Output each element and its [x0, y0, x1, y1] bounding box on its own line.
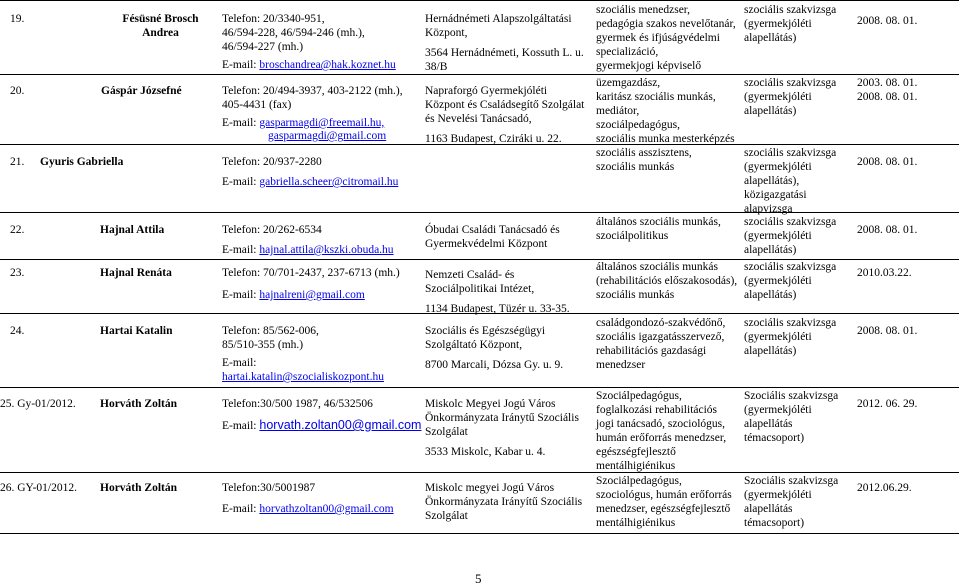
- row-number: 20.: [10, 85, 25, 97]
- email-label: E-mail:: [222, 357, 257, 369]
- qualifications: családgondozó-szakvédőnő, szociális igazgatásszervező, rehabilitációs gazdasági menedzser: [596, 317, 726, 371]
- organization: Miskolc megyei Jogú Város Önkormányzata Irányítű Szociális Szolgálat: [425, 482, 583, 522]
- email: E-mail: gasparmagdi@freemail.hu,: [222, 117, 385, 129]
- person-name: Horváth Zoltán: [100, 398, 177, 410]
- row-divider: [0, 74, 959, 75]
- organization: Hernádnémeti Alapszolgáltatási Központ, 3564 Hernádnémeti, Kossuth L. u. 38/B: [425, 13, 584, 73]
- person-name: Gyuris Gabriella: [40, 156, 124, 168]
- phone: Telefon: 20/3340-951, 46/594-228, 46/594-246 (mh.), 46/594-227 (mh.): [222, 13, 365, 53]
- row-divider: [0, 0, 959, 1]
- email-link[interactable]: gasparmagdi@freemail.hu,: [259, 117, 385, 129]
- qualifications: általános szociális munkás (rehabilitációs előszakosodás), szociális munkás: [596, 261, 738, 301]
- email-link[interactable]: hajnalreni@gmail.com: [259, 289, 365, 301]
- person-name: Hartai Katalin: [100, 325, 173, 337]
- phone: Telefon: 20/262-6534: [222, 224, 322, 236]
- row-divider: [0, 472, 959, 473]
- email: E-mail: horvathzoltan00@gmail.com: [222, 503, 394, 515]
- email-link[interactable]: gasparmagdi@gmail.com: [268, 130, 387, 142]
- date: 2008. 08. 01.: [857, 15, 918, 27]
- date: 2008. 08. 01.: [857, 325, 918, 337]
- row-divider: [0, 533, 959, 534]
- qualifications: szociális menedzser, pedagógia szakos nevelőtanár, gyermek és ifjúságvédelmi specializáció, gyermekjogi képviselő: [596, 4, 736, 72]
- row-number: 23.: [10, 267, 25, 279]
- organization: Óbudai Családi Tanácsadó és Gyermekvédelmi Központ: [425, 224, 560, 250]
- organization: Napraforgó Gyermekjóléti Központ és Családsegítő Szolgálat és Nevelési Tanácsadó, 1163 Budapest, Cziráki u. 22.: [425, 85, 585, 145]
- page-number: 5: [475, 571, 482, 586]
- row-number: 26. GY-01/2012.: [0, 482, 77, 494]
- date: 2010.03.22.: [857, 267, 912, 279]
- email: E-mail: hajnalreni@gmail.com: [222, 289, 365, 301]
- date: 2003. 08. 01. 2008. 08. 01.: [857, 77, 918, 103]
- email: E-mail: horvath.zoltan00@gmail.com: [222, 418, 422, 432]
- row-number: 24.: [10, 325, 25, 337]
- email: E-mail: gabriella.scheer@citromail.hu: [222, 176, 399, 188]
- qualifications: üzemgazdász, karitász szociális munkás, mediátor, szociálpedagógus, szociális munka mesterképzés: [596, 77, 735, 145]
- row-number: 25. Gy-01/2012.: [0, 398, 76, 410]
- email: E-mail: hajnal.attila@kszki.obuda.hu: [222, 244, 394, 256]
- email-link[interactable]: horvathzoltan00@gmail.com: [259, 503, 394, 515]
- date: 2008. 08. 01.: [857, 224, 918, 236]
- organization: Miskolc Megyei Jogú Város Önkormányzata Iránytű Szociális Szolgálat 3533 Miskolc, Kabar u. 4.: [425, 398, 579, 458]
- exam: szociális szakvizsga (gyermekjóléti alapellátás): [744, 261, 837, 301]
- exam: szociális szakvizsga (gyermekjóléti alapellátás), közigazgatási alapvizsga: [744, 147, 837, 215]
- date: 2012.06.29.: [857, 482, 912, 494]
- email-link[interactable]: broschandrea@hak.koznet.hu: [259, 59, 396, 71]
- exam: szociális szakvizsga (gyermekjóléti alapellátás): [744, 77, 837, 117]
- qualifications: szociális asszisztens, szociális munkás: [596, 147, 692, 173]
- date: 2012. 06. 29.: [857, 398, 918, 410]
- phone: Telefon: 85/562-006, 85/510-355 (mh.): [222, 325, 319, 351]
- person-name: Fésüsné Brosch Andrea: [122, 13, 199, 39]
- person-name: Hajnal Attila: [100, 224, 165, 236]
- row-number: 19.: [10, 13, 25, 25]
- date: 2008. 08. 01.: [857, 156, 918, 168]
- email: E-mail: broschandrea@hak.koznet.hu: [222, 59, 396, 71]
- phone: Telefon:30/500 1987, 46/532506: [222, 398, 373, 410]
- exam: szociális szakvizsga (gyermekjóléti alapellátás): [744, 216, 837, 256]
- phone: Telefon: 20/937-2280: [222, 156, 322, 168]
- email-link[interactable]: hartai.katalin@szocialiskozpont.hu: [222, 371, 384, 383]
- organization: Szociális és Egészségügyi Szolgáltató Központ, 8700 Marcali, Dózsa Gy. u. 9.: [425, 325, 564, 371]
- phone: Telefon: 70/701-2437, 237-6713 (mh.): [222, 267, 400, 279]
- organization: Nemzeti Család- és Szociálpolitikai Intézet, 1134 Budapest, Tüzér u. 33-35.: [425, 269, 570, 315]
- exam: Szociális szakvizsga (gyermekjóléti alapellátás témacsoport): [744, 390, 839, 444]
- row-divider: [0, 387, 959, 388]
- phone: Telefon: 20/494-3937, 403-2122 (mh.), 405-4431 (fax): [222, 85, 403, 111]
- exam: szociális szakvizsga (gyermekjóléti alapellátás): [744, 4, 837, 44]
- exam: szociális szakvizsga (gyermekjóléti alapellátás): [744, 317, 837, 357]
- email-link[interactable]: hajnal.attila@kszki.obuda.hu: [259, 244, 394, 256]
- phone: Telefon:30/5001987: [222, 482, 316, 494]
- person-name: Gáspár Józsefné: [101, 85, 182, 97]
- exam: Szociális szakvizsga (gyermekjóléti alapellátás témacsoport): [744, 475, 839, 529]
- qualifications: Szociálpedagógus, szociológus, humán erőforrás menedzser, egészségfejlesztő mentálhigiénikus: [596, 475, 732, 529]
- row-number: 21.: [10, 156, 25, 168]
- email-link[interactable]: gabriella.scheer@citromail.hu: [259, 176, 399, 188]
- qualifications: Szociálpedagógus, foglalkozási rehabilitációs jogi tanácsadó, szociológus, humán erőforrás menedzser, egészségfejlesztő mentálhigiénikus: [596, 390, 727, 472]
- person-name: Horváth Zoltán: [100, 482, 177, 494]
- email-link[interactable]: horvath.zoltan00@gmail.com: [259, 418, 422, 432]
- person-name: Hajnal Renáta: [100, 267, 172, 279]
- row-number: 22.: [10, 224, 25, 236]
- qualifications: általános szociális munkás, szociálpolitikus: [596, 216, 721, 242]
